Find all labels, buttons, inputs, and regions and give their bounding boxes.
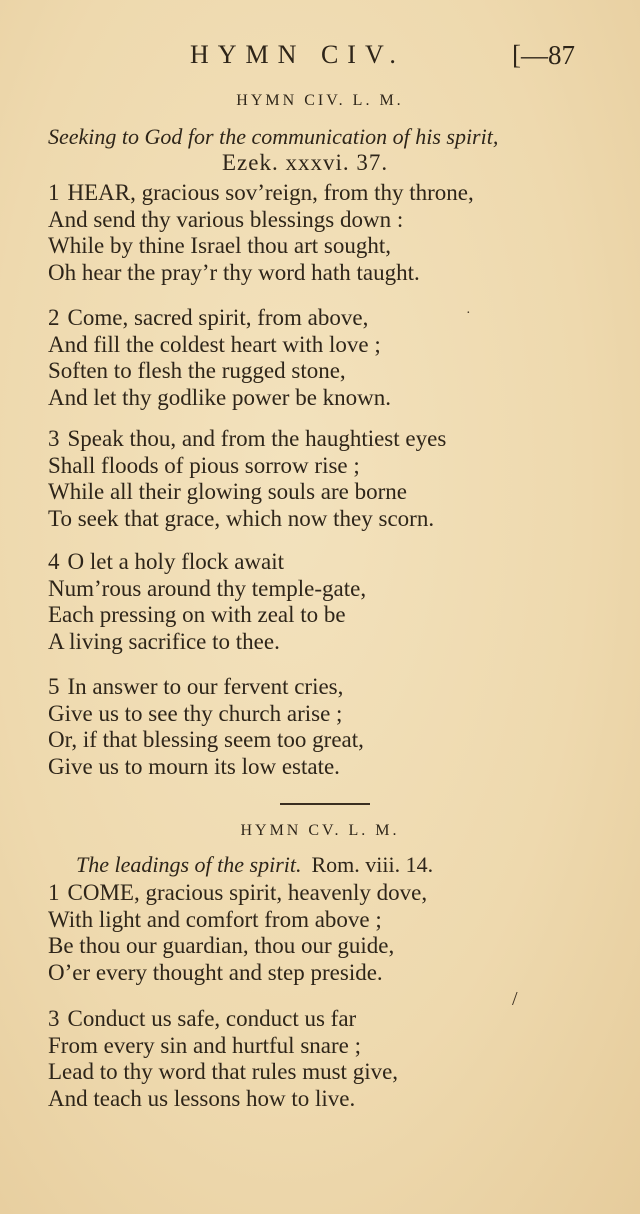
verse-line: And teach us lessons how to live. [48,1085,356,1111]
hymn-105-heading: HYMN CV. L. M. [240,822,400,839]
hymn-104-reference: Ezek. xxxvi. 37. [222,150,389,175]
verse-line: 4 O let a holy flock await [48,549,285,574]
verse-line: 5 In answer to our fervent cries, [48,674,344,699]
hymn-104-stanza-5 [48,674,628,780]
stanza-number: 2 [48,305,60,330]
verse-line: 1 HEAR, gracious sov’reign, from thy throne, [48,180,474,205]
verse-line: Be thou our guardian, thou our guide, [48,933,395,958]
verse-line: 1 COME, gracious spirit, heavenly dove, [48,880,428,905]
page-number: [—87 [512,40,575,70]
verse-line: And send thy various blessings down : [48,206,404,232]
verse-line: While by thine Israel thou art sought, [48,233,392,258]
section-divider [280,803,370,805]
verse-line: Lead to thy word that rules must give, [48,1059,399,1084]
hymn-104-subtitle: Seeking to God for the communication of his spirit, [48,124,499,149]
verse-line: 2 Come, sacred spirit, from above, [48,305,369,330]
stanza-number: 5 [48,674,60,699]
stanza-number: 1 [48,880,60,905]
verse-line: Num’rous around thy temple-gate, [48,575,367,601]
hymn-105-subtitle: The leadings of the spirit. [76,852,302,877]
hymn-104-stanza-2 [48,305,628,411]
page-header [0,40,640,80]
verse-line: With light and comfort from above ; [48,906,382,932]
verse-line: 3 Speak thou, and from the haughtiest eyes [48,426,447,451]
verse-line: 3 Conduct us safe, conduct us far [48,1006,357,1031]
stanza-number: 3 [48,426,60,451]
verse-line: Shall floods of pious sorrow rise ; [48,452,360,478]
verse-line: From every sin and hurtful snare ; [48,1032,361,1058]
hymn-104-stanza-4 [48,549,628,655]
stanza-number: 1 [48,180,60,205]
verse-line: Or, if that blessing seem too great, [48,727,364,752]
verse-line: A living sacrifice to thee. [48,628,280,654]
hymn-105-stanza-1 [48,880,628,986]
hymn-105-stanza-2 [48,1006,628,1112]
stanza-number: 4 [48,549,60,574]
stanza-number: 3 [48,1006,60,1031]
verse-line: Soften to flesh the rugged stone, [48,358,346,383]
hymn-105-subtitle-line [76,852,433,878]
ink-speck-mark: · [466,306,471,321]
verse-line: And let thy godlike power be known. [48,384,392,410]
verse-line: Each pressing on with zeal to be [48,602,346,627]
verse-line: And fill the coldest heart with love ; [48,331,381,357]
ink-speck-mark: / [512,988,518,1010]
verse-line: Oh hear the pray’r thy word hath taught. [48,259,420,285]
hymn-104-stanza-3 [48,426,628,532]
verse-line: O’er every thought and step preside. [48,959,383,985]
hymn-105-reference: Rom. viii. 14. [311,852,434,877]
verse-line: To seek that grace, which now they scorn. [48,505,435,531]
verse-line: Give us to mourn its low estate. [48,753,340,779]
running-title: HYMN CIV. [190,40,405,69]
verse-line: While all their glowing souls are borne [48,479,407,504]
hymn-104-stanza-1 [48,180,628,286]
verse-line: Give us to see thy church arise ; [48,700,343,726]
hymn-104-heading: HYMN CIV. L. M. [236,92,404,109]
